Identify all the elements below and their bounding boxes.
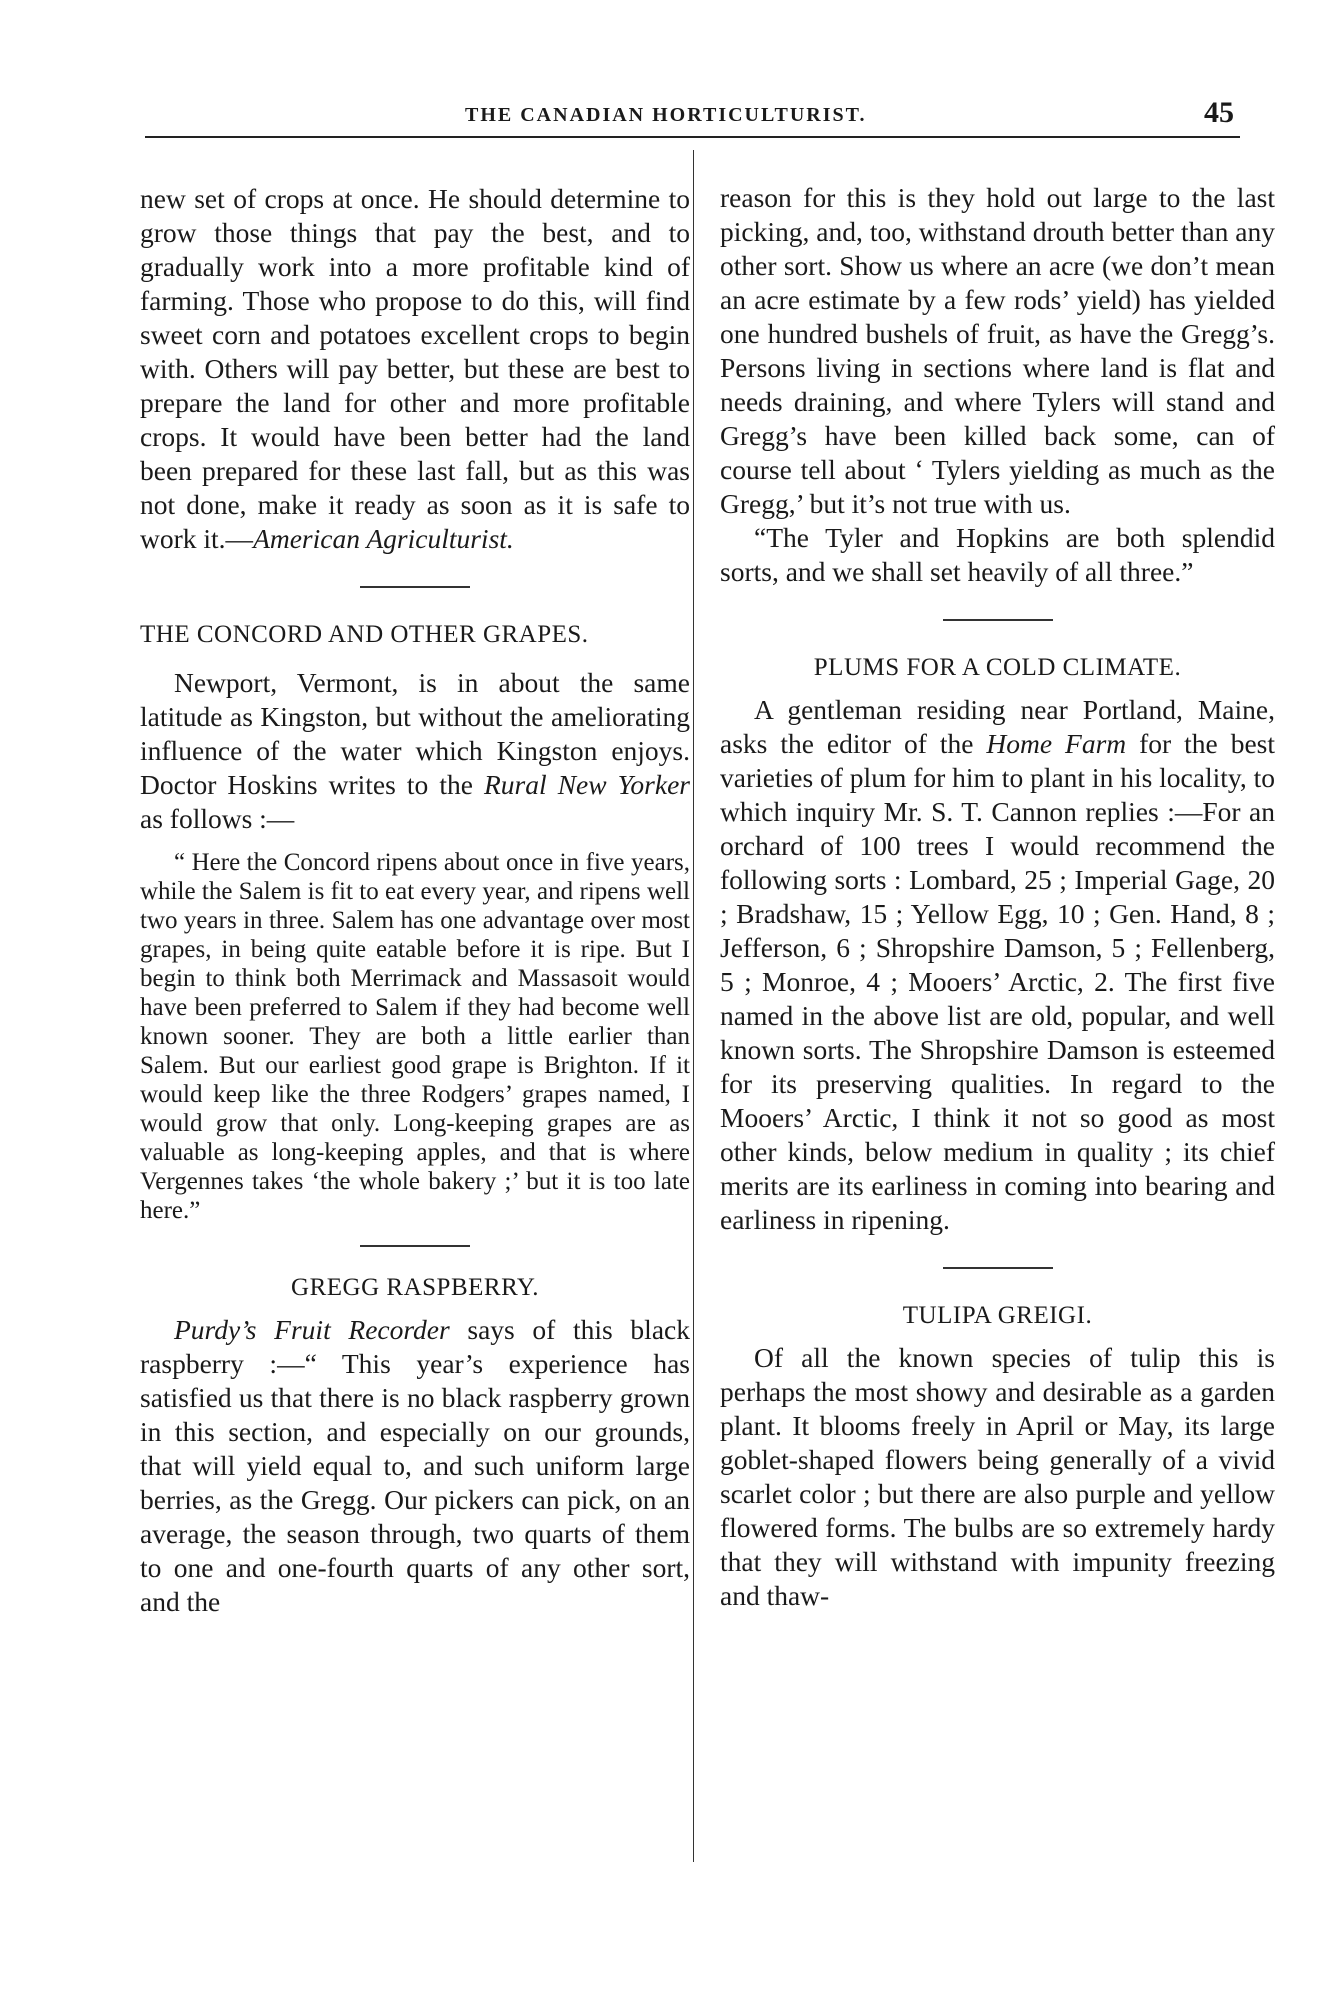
concord-intro-source: Rural New Yorker	[484, 769, 690, 800]
continued-article	[140, 182, 690, 556]
tulipa-paragraph: Of all the known species of tulip this is perhaps the most showy and desirable as a garden plant. It blooms freely in April or May, its large goblet-shaped flowers being generally of a vivid scarlet color ; but there are also purple and yellow flowered forms. The bulbs are so extremely hardy that they will withstand with impunity freezing and thaw-	[720, 1342, 1275, 1611]
concord-heading: THE CONCORD AND OTHER GRAPES.	[140, 621, 589, 648]
section-separator	[943, 1267, 1053, 1269]
right-column	[720, 181, 1275, 1613]
gregg-continued: reason for this is they hold out large to the last picking, and, too, withstand drouth better than any other sort. Show us where an acre (we don’t mean an acre estimate by a few rods’ yield) has yielded one hundred bushels of fruit, as have the Gregg’s. Persons living in sections where land is flat and needs draining, and where Tylers will stand and Gregg’s have been killed back some, can of course tell about ‘ Tylers yielding as much as the Gregg,’ but it’s not true with us.	[720, 182, 1275, 519]
continued-article-source: American Agriculturist.	[253, 523, 514, 554]
page-header	[145, 96, 1240, 138]
journal-title: THE CANADIAN HORTICULTURIST.	[465, 104, 867, 126]
section-separator	[360, 1245, 470, 1247]
plums-text-end: for the best varieties of plum for him to plant in his locality, to which inquiry Mr. S. T. Cannon replies :—For an orchard of 100 trees I would recommend the following sorts : Lombard, 25 ; Imperial Gage, 20 ; Bradshaw, 15 ; Yellow Egg, 10 ; Gen. Hand, 8 ; Jefferson, 6 ; Shropshire Damson, 5 ; Fellenberg, 5 ; Monroe, 4 ; Mooers’ Arctic, 2. The first five named in the above list are old, popular, and well known sorts. The Shropshire Damson is esteemed for its preserving qualities. In regard to the Mooers’ Arctic, I think it not so good as most other kinds, below medium in quality ; its chief merits are its earliness in coming into bearing and earliness in ripening.	[720, 728, 1275, 1235]
page-number: 45	[1204, 96, 1234, 129]
plums-text: A gentleman residing near Portland, Maine, asks the editor of the	[720, 694, 1275, 759]
plums-paragraph	[720, 693, 1275, 1237]
section-separator	[360, 586, 470, 588]
gregg-continued-quote: “The Tyler and Hopkins are both splendid sorts, and we shall set heavily of all three.”	[720, 522, 1275, 587]
gregg-heading: GREGG RASPBERRY.	[291, 1274, 539, 1301]
column-divider	[693, 150, 694, 1862]
concord-intro-end: as follows :—	[140, 803, 295, 834]
concord-intro	[140, 666, 690, 836]
plums-source: Home Farm	[986, 728, 1127, 759]
gregg-source: Purdy’s Fruit Recorder	[174, 1314, 450, 1345]
left-column	[140, 182, 690, 1619]
section-separator	[943, 619, 1053, 621]
tulipa-heading: TULIPA GREIGI.	[902, 1302, 1093, 1329]
gregg-text: says of this black raspberry :—“ This year’s experience has satisfied us that there is no black raspberry grown in this section, and especially on our grounds, that will yield equal to, and such uniform large berries, as the Gregg. Our pickers can pick, on an average, the season through, two quarts of them to one and one-fourth quarts of any other sort, and the	[140, 1314, 690, 1617]
concord-quote: “ Here the Concord ripens about once in five years, while the Salem is fit to eat every year, and ripens well two years in three. Salem has one advantage over most grapes, in being quite eatable before it is ripe. But I begin to think both Merrimack and Massasoit would have been preferred to Salem if they had become well known sooner. They are both a little earlier than Salem. But our earliest good grape is Brighton. If it would keep like the three Rodgers’ grapes named, I would grow that only. Long-keeping grapes are as valuable as long-keeping apples, and that is where Vergennes takes ‘the whole bakery ;’ but it is too late here.”	[140, 849, 690, 1224]
concord-intro-text: Newport, Vermont, is in about the same latitude as Kingston, but without the ameliorating influence of the water which Kingston enjoys. Doctor Hoskins writes to the	[140, 667, 690, 800]
plums-heading: PLUMS FOR A COLD CLIMATE.	[813, 654, 1182, 681]
continued-article-text: new set of crops at once. He should determine to grow those things that pay the best, and to gradually work into a more profitable kind of farming. Those who propose to do this, will find sweet corn and potatoes excellent crops to begin with. Others will pay better, but these are best to prepare the land for other and more profitable crops. It would have been better had the land been prepared for these last fall, but as this was not done, make it ready as soon as it is safe to work it.—	[140, 183, 690, 554]
gregg-paragraph	[140, 1313, 690, 1619]
